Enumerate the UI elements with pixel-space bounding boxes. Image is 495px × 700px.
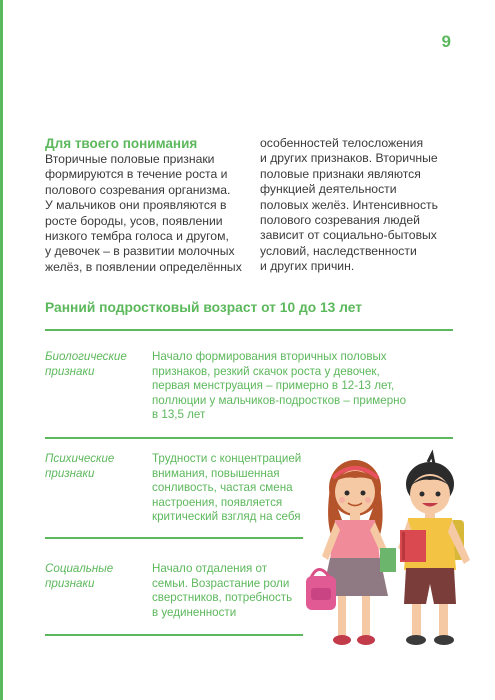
section-title: Ранний подростковый возраст от 10 до 13 лет: [45, 300, 362, 315]
intro-line: Вторичные половые признаки: [45, 152, 215, 166]
kids-illustration: [300, 448, 485, 658]
intro-title: Для твоего понимания: [45, 136, 198, 151]
page-edge-bar: [0, 0, 3, 700]
row-label-psychological: [45, 452, 145, 481]
intro-line: полового созревания людей: [260, 213, 420, 228]
intro-line: полового созревания организма.: [45, 182, 231, 197]
section-divider: [45, 329, 453, 331]
row-divider: [45, 634, 303, 636]
row-label-line: Социальные: [45, 562, 114, 575]
row-text-line: в уединенности: [152, 605, 237, 619]
intro-line: У мальчиков они проявляются в: [45, 198, 227, 213]
row-text-line: сонливость, частая смена: [152, 481, 293, 494]
intro-line: условий, наследственности: [260, 243, 417, 258]
row-text-line: Трудности с концентрацией: [152, 452, 302, 465]
row-text-line: внимания, повышенная: [152, 466, 280, 480]
row-text-line: Начало отдаления от: [152, 562, 268, 575]
row-divider: [45, 437, 453, 439]
intro-line: и других причин.: [260, 259, 355, 274]
row-label-biological: [45, 350, 145, 379]
row-text-line: настроения, появляется: [152, 495, 283, 509]
row-text-line: Начало формирования вторичных половых: [152, 350, 387, 363]
row-text-line: сверстников, потребность: [152, 591, 293, 604]
row-text-biological: [152, 350, 406, 423]
intro-line: желёз, в появлении определённых: [45, 259, 242, 274]
intro-line: формируются в течение роста и: [45, 167, 228, 182]
row-label-social: [45, 562, 145, 591]
intro-left-column: [45, 136, 250, 275]
intro-line: зависит от социально-бытовых: [260, 228, 437, 243]
intro-line: у девочек – в развитии молочных: [45, 244, 235, 259]
girl-figure: [306, 460, 396, 645]
intro-line: росте бороды, усов, появлении: [45, 213, 223, 228]
row-label-line: признаки: [45, 364, 95, 378]
row-divider: [45, 537, 303, 539]
intro-line: особенностей телосложения: [260, 136, 424, 150]
boy-figure: [398, 454, 470, 645]
row-text-line: семьи. Возрастание роли: [152, 576, 290, 590]
row-text-line: признаков, резкий скачок роста у девочек,: [152, 364, 380, 378]
row-label-line: признаки: [45, 466, 95, 480]
intro-line: функцией деятельности: [260, 182, 397, 197]
page-number: 9: [441, 32, 451, 51]
row-text-line: критический взгляд на себя: [152, 510, 301, 523]
row-text-line: в 13,5 лет: [152, 408, 206, 421]
row-label-line: Биологические: [45, 350, 127, 363]
intro-line: и других признаков. Вторичные: [260, 151, 438, 166]
row-label-line: Психические: [45, 452, 115, 465]
intro-line: половые признаки являются: [260, 166, 421, 181]
row-text-line: поллюции у мальчиков-подростков – примерно: [152, 393, 407, 407]
row-text-psychological: [152, 452, 301, 525]
intro-line: половых желёз. Интенсивность: [260, 197, 438, 212]
intro-line: низкого тембра голоса и другом,: [45, 229, 229, 244]
row-label-line: признаки: [45, 576, 95, 590]
intro-right-column: [260, 136, 460, 275]
row-text-social: [152, 562, 292, 620]
row-text-line: первая менструация – примерно в 12-13 лет,: [152, 379, 395, 392]
